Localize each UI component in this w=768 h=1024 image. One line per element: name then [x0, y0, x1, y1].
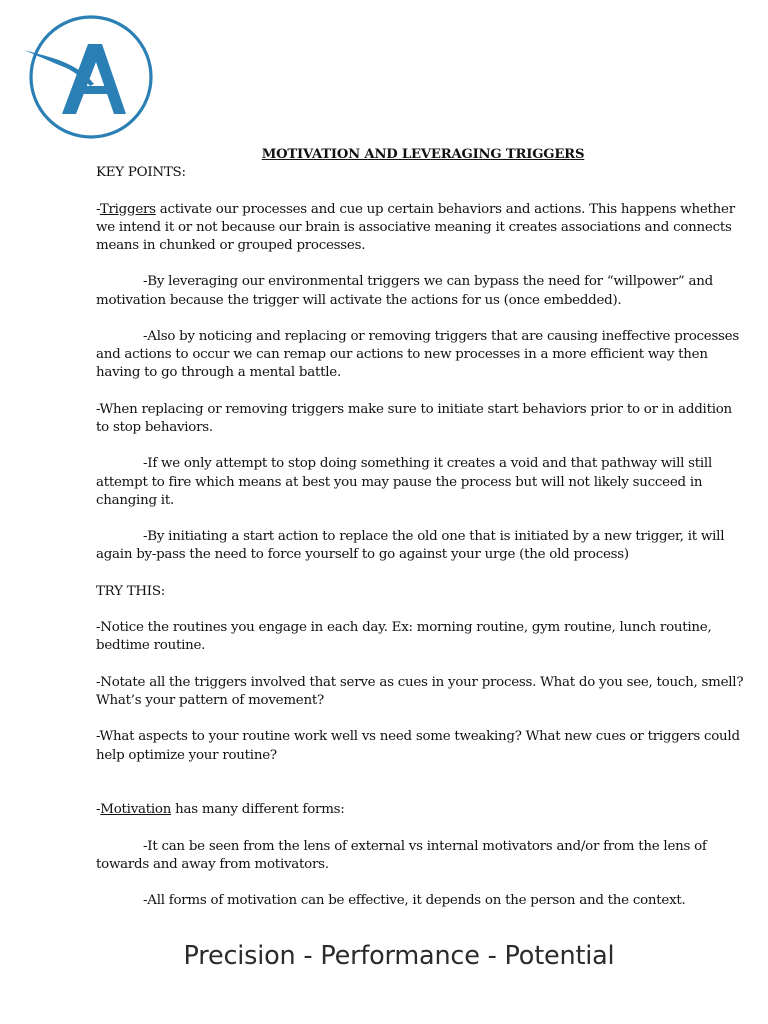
footer-tagline: Precision - Performance - Potential	[183, 941, 615, 971]
term-triggers: Triggers	[99, 201, 156, 217]
paragraph-leveraging: -By leveraging our environmental triggers we can bypass the need for “willpower” and motivation because the trigger will activate the actions for us (once embedded).	[96, 274, 713, 308]
stylized-letter-a-logo-icon	[22, 14, 156, 142]
document-body	[96, 146, 748, 910]
page-title: MOTIVATION AND LEVERAGING TRIGGERS	[261, 147, 585, 162]
paragraph-start-behaviors: -When replacing or removing triggers make sure to initiate start behaviors prior to or in addition to stop behaviors.	[96, 401, 732, 435]
paragraph-all-forms: -All forms of motivation can be effective, it depends on the person and the context.	[143, 893, 686, 909]
try-item-routines: -Notice the routines you engage in each day. Ex: morning routine, gym routine, lunch routine, bedtime routine.	[96, 620, 712, 654]
company-logo	[22, 14, 156, 142]
paragraph-replacing: -Also by noticing and replacing or removing triggers that are causing ineffective processes and actions to occur we can remap our actions to new processes in a more efficient way then having to go through a mental battle.	[96, 328, 739, 381]
paragraph-motivators-lens: -It can be seen from the lens of external vs internal motivators and/or from the lens of towards and away from motivators.	[96, 838, 707, 872]
paragraph-text: activate our processes and cue up certain behaviors and actions. This happens whether we intend it or not because our brain is associative meaning it creates associations and connects means in chunked or grouped processes.	[96, 201, 735, 253]
try-item-aspects: -What aspects to your routine work well vs need some tweaking? What new cues or triggers could help optimize your routine?	[96, 729, 740, 763]
paragraph-triggers	[96, 201, 748, 256]
term-motivation: Motivation	[100, 802, 172, 818]
dash: -	[96, 201, 100, 217]
paragraph-text: has many different forms:	[171, 802, 345, 818]
try-this-heading: TRY THIS:	[96, 583, 166, 599]
paragraph-start-action: -By initiating a start action to replace the old one that is initiated by a new trigger, it will again by-pass the need to force yourself to go against your urge (the old process)	[96, 529, 725, 563]
dash: -	[96, 802, 101, 818]
paragraph-void: -If we only attempt to stop doing something it creates a void and that pathway will still attempt to fire which means at best you may pause the process but will not likely succeed in changing it.	[96, 456, 712, 508]
try-item-notate: -Notate all the triggers involved that serve as cues in your process. What do you see, touch, smell? What’s your pattern of movement?	[96, 674, 744, 708]
paragraph-motivation	[96, 801, 748, 819]
key-points-heading: KEY POINTS:	[96, 165, 186, 181]
